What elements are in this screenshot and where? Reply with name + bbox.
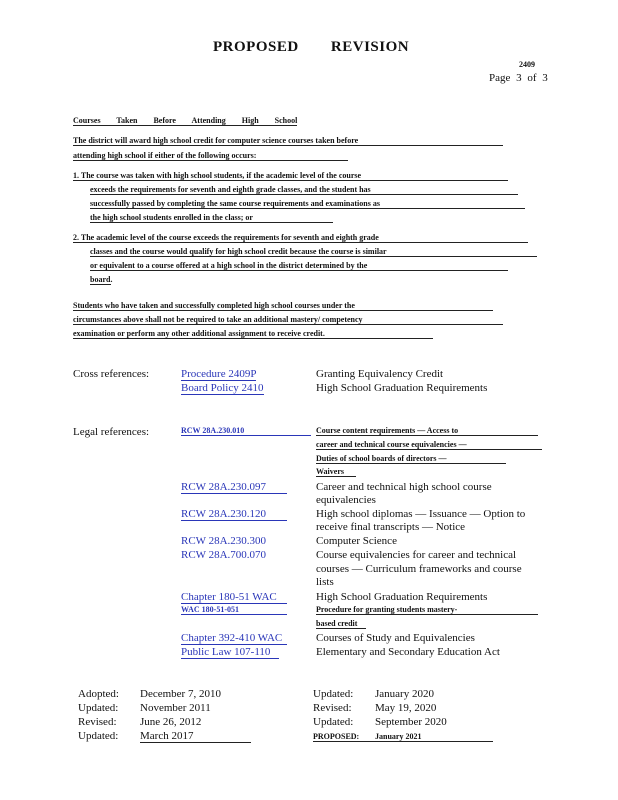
legal-ref-desc: lists bbox=[316, 576, 334, 588]
history-entry: Updated: January 2020 bbox=[313, 688, 434, 700]
intro-line-2: attending high school if either of the following occurs: bbox=[73, 151, 348, 161]
cross-ref-link[interactable]: Procedure 2409P bbox=[181, 368, 257, 380]
page-title: PROPOSED REVISION bbox=[213, 39, 410, 55]
item-2-line-3: or equivalent to a course offered at a high school in the district determined by the bbox=[90, 261, 508, 271]
history-entry: Revised: May 19, 2020 bbox=[313, 702, 437, 714]
history-entry: Adopted: December 7, 2010 bbox=[78, 688, 221, 700]
legal-ref-desc: Elementary and Secondary Education Act bbox=[316, 646, 500, 658]
item-2-line-4: board. bbox=[90, 275, 113, 284]
legal-ref-desc: Procedure for granting students mastery- bbox=[316, 605, 538, 615]
legal-ref-link[interactable]: WAC 180-51-051 bbox=[181, 605, 287, 615]
legal-ref-link[interactable]: RCW 28A.230.120 bbox=[181, 508, 287, 521]
legal-ref-link[interactable]: Public Law 107-110 bbox=[181, 646, 279, 659]
legal-ref-desc: Course content requirements — Access to bbox=[316, 426, 538, 436]
page-indicator: Page 3 of 3 bbox=[489, 72, 548, 84]
legal-ref-desc: Waivers bbox=[316, 467, 356, 477]
intro-line-1: The district will award high school credit for computer science courses taken before bbox=[73, 136, 503, 146]
item-2-line-2: classes and the course would qualify for high school credit because the course is similar bbox=[90, 247, 537, 257]
legal-ref-desc: Duties of school boards of directors — bbox=[316, 454, 506, 464]
legal-ref-link[interactable]: RCW 28A.230.010 bbox=[181, 426, 311, 436]
history-entry: Updated: March 2017 bbox=[78, 730, 251, 742]
legal-ref-desc: Career and technical high school course bbox=[316, 481, 492, 493]
cross-ref-desc: Granting Equivalency Credit bbox=[316, 368, 444, 380]
legal-ref-desc: Computer Science bbox=[316, 535, 397, 547]
cross-ref-link[interactable]: Board Policy 2410 bbox=[181, 382, 264, 394]
students-line-2: circumstances above shall not be required to take an additional mastery/ competency bbox=[73, 315, 503, 325]
legal-ref-desc: career and technical course equivalencies — bbox=[316, 440, 542, 450]
legal-ref-desc: High School Graduation Requirements bbox=[316, 591, 488, 603]
policy-number: 2409 bbox=[519, 60, 535, 69]
history-entry: Updated: September 2020 bbox=[313, 716, 447, 728]
history-entry: Revised: June 26, 2012 bbox=[78, 716, 202, 728]
legal-ref-link[interactable]: RCW 28A.230.300 bbox=[181, 535, 267, 547]
legal-ref-desc: Courses of Study and Equivalencies bbox=[316, 632, 475, 644]
history-entry: Updated: November 2011 bbox=[78, 702, 211, 714]
legal-ref-link[interactable]: Chapter 180-51 WAC bbox=[181, 591, 287, 604]
students-line-1: Students who have taken and successfully completed high school courses under the bbox=[73, 301, 493, 311]
students-line-3: examination or perform any other additional assignment to receive credit. bbox=[73, 329, 433, 339]
item-1-line-1: 1. The course was taken with high school students, if the academic level of the course bbox=[73, 171, 508, 181]
legal-ref-desc: Course equivalencies for career and technical bbox=[316, 549, 517, 561]
legal-references-label: Legal references: bbox=[73, 426, 150, 438]
legal-ref-link[interactable]: RCW 28A.230.097 bbox=[181, 481, 287, 494]
legal-ref-desc: based credit bbox=[316, 619, 366, 629]
legal-ref-desc: receive final transcripts — Notice bbox=[316, 521, 466, 533]
item-1-line-3: successfully passed by completing the same course requirements and examinations as bbox=[90, 199, 525, 209]
section-heading: Courses Taken Before Attending High School bbox=[73, 116, 298, 125]
item-1-line-2: exceeds the requirements for seventh and eighth grade classes, and the student has bbox=[90, 185, 518, 195]
legal-ref-link[interactable]: Chapter 392-410 WAC bbox=[181, 632, 287, 645]
legal-ref-desc: equivalencies bbox=[316, 494, 376, 506]
legal-ref-desc: courses — Curriculum frameworks and course bbox=[316, 563, 522, 575]
legal-ref-desc: High school diplomas — Issuance — Option to bbox=[316, 508, 526, 520]
item-1-line-4: the high school students enrolled in the class; or bbox=[90, 213, 333, 223]
cross-references-label: Cross references: bbox=[73, 368, 150, 380]
item-2-line-1: 2. The academic level of the course exceeds the requirements for seventh and eighth grade bbox=[73, 233, 528, 243]
history-entry: PROPOSED: January 2021 bbox=[313, 732, 493, 742]
cross-ref-desc: High School Graduation Requirements bbox=[316, 382, 488, 394]
legal-ref-link[interactable]: RCW 28A.700.070 bbox=[181, 549, 267, 561]
